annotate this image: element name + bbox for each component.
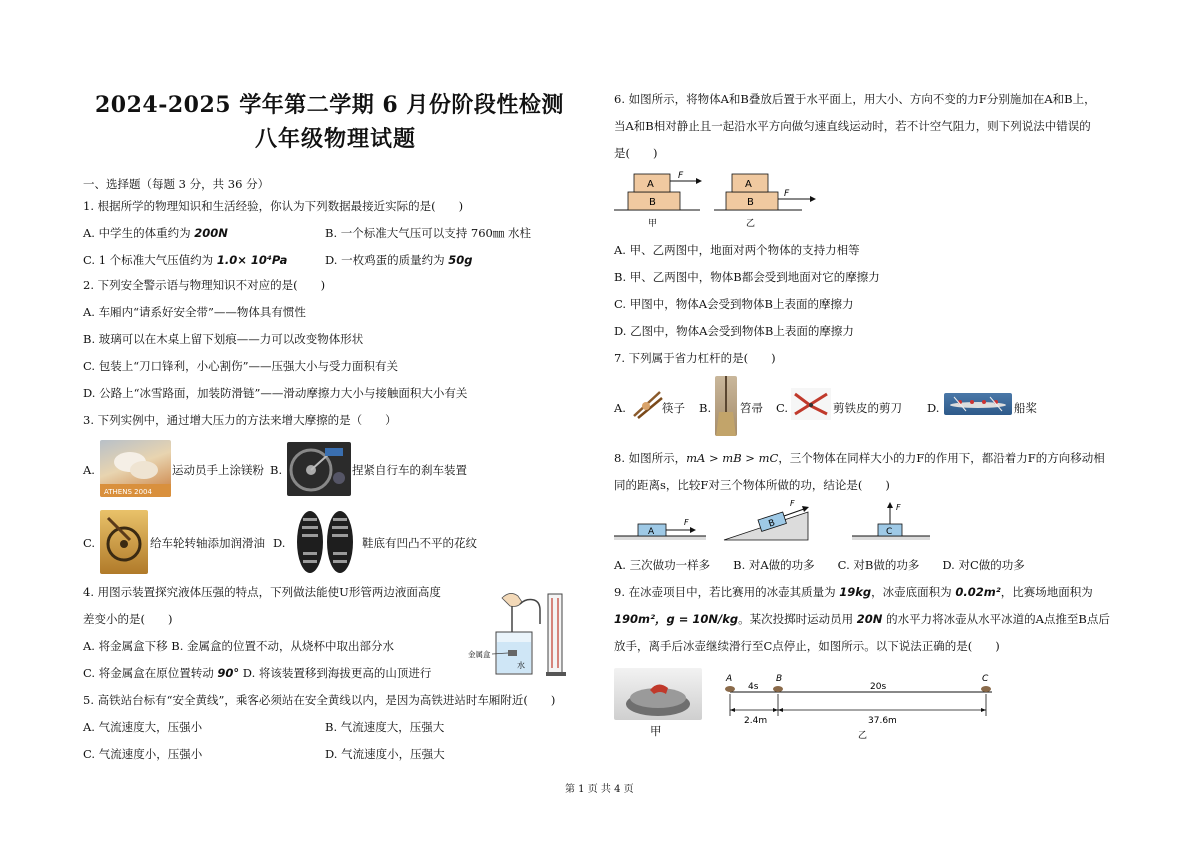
q6-stem-line1: 6. 如图所示，将物体A和B叠放后置于水平面上，用大小、方向不变的力F分别施加在A和B上， — [614, 92, 1096, 106]
q3-a-label: A. — [83, 463, 95, 477]
q2-option-a: A. 车厢内“请系好安全带”——物体具有惯性 — [83, 305, 306, 319]
q4-options-ab: A. 将金属盒下移 B. 金属盒的位置不动，从烧杯中取出部分水 — [83, 639, 395, 653]
fig6-yi-b: B — [747, 197, 754, 208]
fig9-time-bc: 20s — [870, 682, 887, 692]
q8-stem-line2: 同的距离s，比较F对三个物体所做的功，结论是( ) — [614, 478, 890, 492]
fig9-point-b: B — [776, 674, 783, 684]
rowing-boat-photo — [944, 393, 1012, 415]
q3-c-label: C. — [83, 536, 96, 550]
q7-a-text: 筷子 — [662, 401, 685, 415]
pressure-gauge-figure — [462, 584, 574, 684]
fig6-yi-a: A — [745, 179, 752, 190]
fig8-block-a: A — [648, 527, 655, 537]
q6-option-b: B. 甲、乙两图中，物体B都会受到地面对它的摩擦力 — [614, 270, 880, 284]
fig9-time-ab: 4s — [748, 682, 759, 692]
q6-option-d: D. 乙图中，物体A会受到物体B上表面的摩擦力 — [614, 324, 854, 338]
fig6-jia-a: A — [647, 179, 654, 190]
fig8-force-c: F — [896, 503, 901, 512]
three-blocks-figure — [612, 498, 932, 544]
water-label: 水 — [517, 661, 525, 670]
q3-a-text: 运动员手上涂镁粉 — [172, 463, 264, 477]
q7-b-label: B. — [699, 401, 712, 415]
q3-d-label: D. — [273, 536, 286, 550]
q7-b-text: 笤帚 — [740, 401, 763, 415]
broom-photo — [715, 376, 737, 436]
tin-snips-icon — [791, 388, 831, 420]
q6-option-c: C. 甲图中，物体A会受到物体B上表面的摩擦力 — [614, 297, 854, 311]
q7-d-label: D. — [927, 401, 940, 415]
q1-stem: 1. 根据所学的物理知识和生活经验，你认为下列数据最接近实际的是( ) — [83, 199, 464, 213]
q3-b-label: B. — [270, 463, 283, 477]
page-footer: 第 1 页 共 4 页 — [565, 784, 634, 795]
q7-c-label: C. — [776, 401, 789, 415]
q7-c-text: 剪铁皮的剪刀 — [833, 401, 902, 415]
fig8-block-b: B — [767, 518, 777, 530]
fig8-force-b: F — [790, 499, 795, 508]
q9-line1: 9. 在冰壶项目中，若比赛用的冰壶其质量为 19kg，冰壶底面积为 0.02m²，比赛场地面积为 — [614, 585, 1093, 599]
q5-option-a: A. 气流速度大，压强小 — [83, 720, 203, 734]
q8-stem-line1: 8. 如图所示，mA > mB > mC，三个物体在同样大小的力F的作用下，都沿着力F的方向移动相 — [614, 451, 1105, 465]
q8-options: A. 三次做功一样多 B. 对A做的功多 C. 对B做的功多 D. 对C做的功多 — [614, 558, 1025, 572]
section-heading: 一、选择题（每题 3 分，共 36 分） — [83, 177, 270, 191]
fig6-yi-label: 乙 — [746, 219, 756, 229]
fig6-yi-f: F — [784, 189, 790, 199]
q1-option-d: D. 一枚鸡蛋的质量约为 50g — [325, 253, 473, 267]
exam-title: 2024-2025 学年第二学期 6 月份阶段性检测 — [95, 92, 564, 118]
fig6-jia-label: 甲 — [648, 219, 658, 229]
q3-b-text: 捏紧自行车的刹车装置 — [352, 463, 467, 477]
chopsticks-icon — [630, 386, 664, 420]
q3-d-text: 鞋底有凹凸不平的花纹 — [362, 536, 477, 550]
q5-option-c: C. 气流速度小，压强小 — [83, 747, 203, 761]
fig9-dist-bc: 37.6m — [868, 716, 897, 726]
q5-option-d: D. 气流速度小，压强大 — [325, 747, 445, 761]
wheel-axle-photo — [100, 510, 148, 574]
q6-stem-line3: 是( ) — [614, 146, 658, 160]
q3-c-text: 给车轮转轴添加润滑油 — [150, 536, 265, 550]
q9-line3: 放手，离手后冰壶继续滑行至C点停止，如图所示。以下说法正确的是( ) — [614, 639, 1000, 653]
fig9-jia-label: 甲 — [650, 724, 662, 738]
fig9-point-c: C — [982, 674, 989, 684]
q6-stem-line2: 当A和B相对静止且一起沿水平方向做匀速直线运动时，若不计空气阻力，则下列说法中错误的 — [614, 119, 1091, 133]
q3-stem: 3. 下列实例中，通过增大压力的方法来增大摩擦的是（ ） — [83, 413, 397, 427]
fig8-force-a: F — [684, 518, 689, 527]
shoe-sole-picture — [293, 508, 357, 576]
fig6-jia-b: B — [649, 197, 656, 208]
photo-caption: ATHENS 2004 — [104, 488, 152, 496]
stacked-blocks-figure — [612, 166, 837, 230]
q4-stem-line2: 差变小的是( ) — [83, 612, 173, 626]
q6-option-a: A. 甲、乙两图中，地面对两个物体的支持力相等 — [614, 243, 860, 257]
q4-options-cd: C. 将金属盒在原位置转动 90° D. 将该装置移到海拔更高的山顶进行 — [83, 666, 432, 680]
q2-option-b: B. 玻璃可以在木桌上留下划痕——力可以改变物体形状 — [83, 332, 364, 346]
fig9-dist-ab: 2.4m — [744, 716, 768, 726]
q5-stem: 5. 高铁站台标有“安全黄线”，乘客必须站在安全黄线以内，是因为高铁进站时车厢附近( ) — [83, 693, 556, 707]
curling-stone-photo — [614, 668, 702, 720]
curling-track-figure — [720, 668, 1010, 744]
bicycle-brake-photo — [287, 442, 351, 496]
q1-option-a: A. 中学生的体重约为 200N — [83, 226, 228, 240]
q9-line2: 190m²，g = 10N/kg。某次投掷时运动员用 20N 的水平力将冰壶从水平冰道的A点推至B点后 — [614, 612, 1110, 626]
fig8-block-c: C — [886, 527, 893, 537]
q2-option-c: C. 包装上“刀口锋利，小心割伤”——压强大小与受力面积有关 — [83, 359, 398, 373]
q1-option-b: B. 一个标准大气压可以支持 760㎜ 水柱 — [325, 226, 532, 240]
q2-stem: 2. 下列安全警示语与物理知识不对应的是( ) — [83, 278, 326, 292]
q7-d-text: 船桨 — [1014, 401, 1037, 415]
fig6-jia-f: F — [678, 171, 684, 181]
fig9-point-a: A — [726, 674, 733, 684]
metal-box-label: 金属盒 — [468, 650, 491, 659]
exam-subtitle: 八年级物理试题 — [255, 126, 417, 152]
chalk-hands-photo — [100, 440, 171, 497]
q5-option-b: B. 气流速度大，压强大 — [325, 720, 445, 734]
q4-stem-line1: 4. 用图示装置探究液体压强的特点，下列做法能使U形管两边液面高度 — [83, 585, 441, 599]
q2-option-d: D. 公路上“冰雪路面，加装防滑链”——滑动摩擦力大小与接触面积大小有关 — [83, 386, 468, 400]
fig9-yi-label: 乙 — [858, 731, 868, 741]
q7-stem: 7. 下列属于省力杠杆的是( ) — [614, 351, 776, 365]
q1-option-c: C. 1 个标准大气压值约为 1.0× 10⁴Pa — [83, 253, 288, 267]
q7-a-label: A. — [614, 401, 626, 415]
